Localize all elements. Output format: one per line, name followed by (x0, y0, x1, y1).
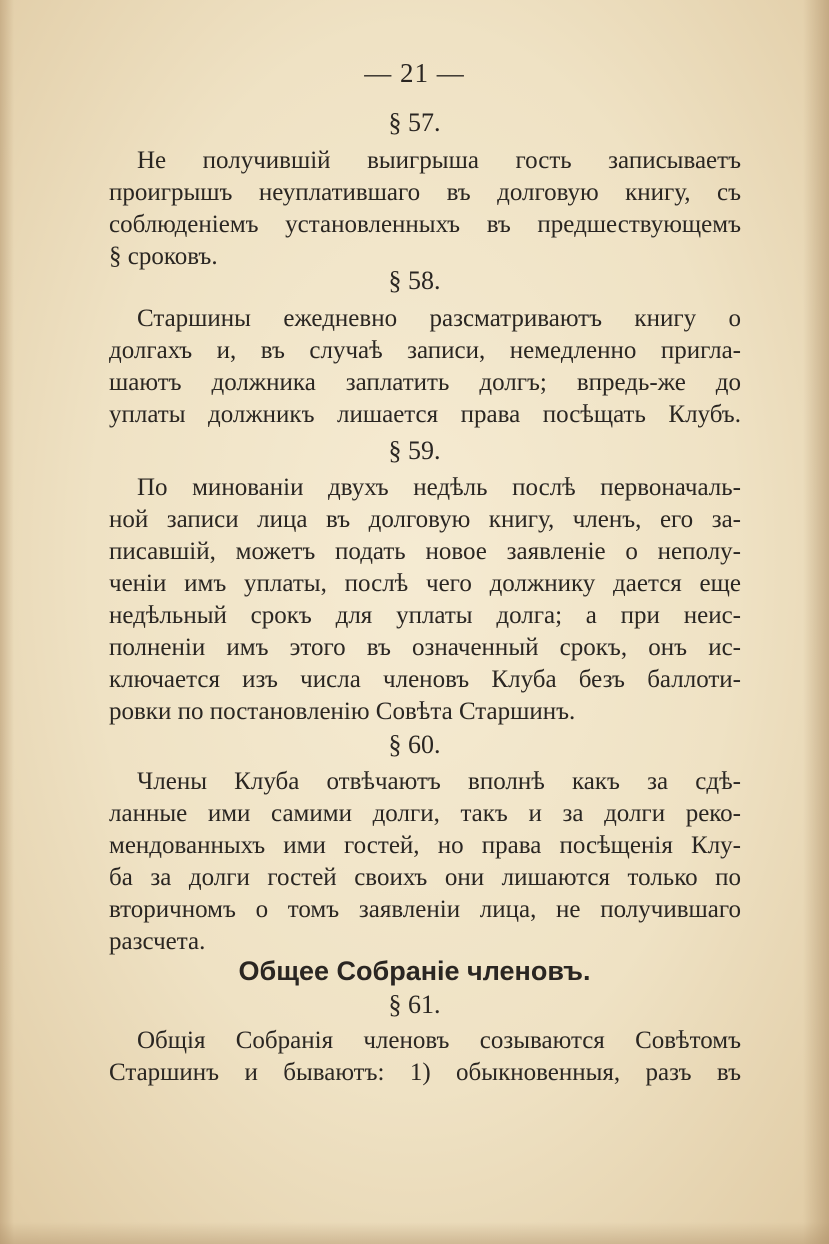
section-59-line: полненіи имъ этого въ означенный срокъ, онъ ис- (109, 634, 741, 661)
section-59-line: ключается изъ числа членовъ Клуба безъ баллоти- (109, 666, 741, 693)
page-number: — 21 — (364, 58, 465, 88)
section-60-title: § 60. (388, 730, 441, 759)
section-58-title: § 58. (388, 266, 441, 295)
section-57-line: § сроковъ. (109, 243, 218, 270)
section-59-line: писавшій, можетъ подать новое заявленіе о неполу- (109, 538, 741, 565)
section-61-line: Старшинъ и бываютъ: 1) обыкновенныя, разъ въ (109, 1059, 741, 1086)
section-61-line: Общія Собранія членовъ созываются Совѣтомъ (137, 1027, 741, 1054)
section-59-line: ной записи лица въ долговую книгу, членъ, его за- (109, 506, 741, 533)
section-59-line: ченіи имъ уплаты, послѣ чего должнику дается еще (109, 570, 741, 597)
section-59-line: недѣльный срокъ для уплаты долга; а при неис- (109, 602, 741, 629)
section-60-line: мендованныхъ ими гостей, но права посѣщенія Клу- (109, 832, 741, 859)
section-57-line: проигрышъ неуплатившаго въ долговую книгу, съ (109, 179, 741, 206)
section-58-line: Старшины ежедневно разсматриваютъ книгу о (137, 305, 741, 332)
chapter-heading: Общее Собраніе членовъ. (238, 956, 591, 986)
section-58-line: шаютъ должника заплатить долгъ; впредь-же до (109, 369, 741, 396)
section-60-line: Члены Клуба отвѣчаютъ вполнѣ какъ за сдѣ- (137, 768, 741, 795)
section-60-line: ба за долги гостей своихъ они лишаются только по (109, 864, 741, 891)
section-59-paragraph (109, 472, 741, 728)
section-59-line: По минованіи двухъ недѣль послѣ первоначаль- (137, 474, 741, 501)
section-58-paragraph (109, 303, 741, 431)
page-edge-shadow-left (0, 0, 14, 1244)
section-57-title: § 57. (388, 108, 441, 137)
section-57-line: соблюденіемъ установленныхъ въ предшествующемъ (109, 211, 741, 238)
section-57-line: Не получившій выигрыша гость записываетъ (137, 147, 741, 174)
section-60-line: вторичномъ о томъ заявленіи лица, не получившаго (109, 896, 741, 923)
section-61-paragraph (109, 1025, 741, 1089)
page-edge-shadow-bottom (0, 1222, 829, 1244)
section-60-line: разсчета. (109, 928, 206, 955)
section-60-paragraph (109, 766, 741, 958)
section-58-line: долгахъ и, въ случаѣ записи, немедленно пригла- (109, 337, 741, 364)
section-58-line: уплаты должникъ лишается права посѣщать Клубъ. (109, 401, 741, 428)
section-57-paragraph (109, 145, 741, 273)
page-edge-shadow-right (803, 0, 829, 1244)
section-59-line: ровки по постановленію Совѣта Старшинъ. (109, 698, 576, 725)
section-61-title: § 61. (388, 990, 441, 1019)
section-60-line: ланные ими самими долги, такъ и за долги реко- (109, 800, 741, 827)
section-59-title: § 59. (388, 436, 441, 465)
